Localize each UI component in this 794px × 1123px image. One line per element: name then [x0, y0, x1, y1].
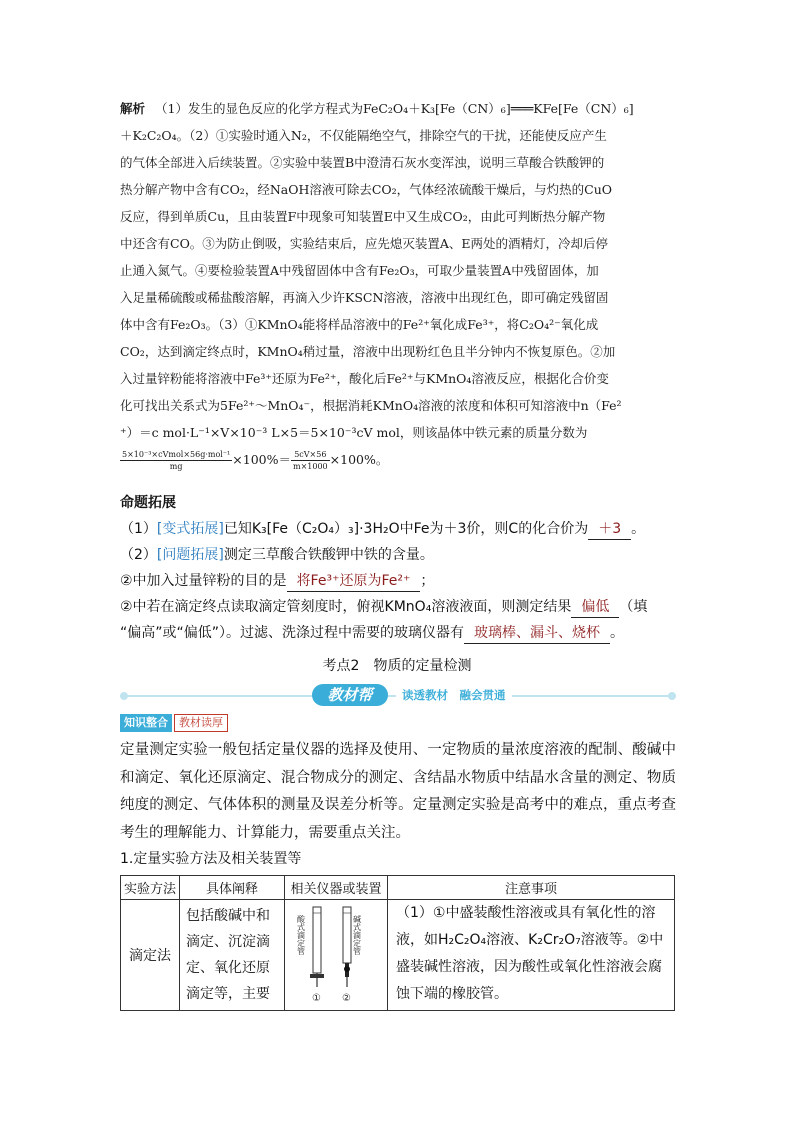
table-header-row [121, 876, 675, 900]
extension-q2: （2）[问题拓展]测定三草酸合铁酸钾中铁的含量。 [120, 547, 434, 563]
extension-q4: ②中若在滴定终点读取滴定管刻度时，俯视KMnO₄溶液液面，则测定结果 偏低 （填 [120, 594, 680, 620]
analysis-block [120, 95, 680, 473]
intro-paragraph: 定量测定实验一般包括定量仪器的选择及使用、一定物质的量浓度溶液的配制、酸碱中和滴定、氧化还原滴定、混合物成分的测定、含结晶水物质中结晶水含量的测定、物质纯度的测定、气体体积的测量及误差分析等。定量测定实验是高考中的难点，重点考查考生的理解能力、计算能力，需要重点关注。 [120, 742, 676, 841]
analysis-line-3: 的气体全部进入后续装置。②实验中装置B中澄清石灰水变浑浊，说明三草酸合铁酸钾的 [120, 155, 605, 170]
burette-diagram-icon [291, 901, 381, 1005]
device-number-1: ① [312, 993, 321, 1004]
tag-textbook: 教材读厚 [174, 714, 228, 732]
method-cell: 滴定法 [121, 900, 180, 1011]
analysis-line-8: 入足量稀硫酸或稀盐酸溶解，再滴入少许KSCN溶液，溶液中出现红色，即可确定残留固 [120, 290, 609, 305]
analysis-line-13: ⁺）＝c mol·L⁻¹×V×10⁻³ L×5＝5×10⁻³cV mol，则该晶体中铁元素的质量分数为 [120, 425, 588, 440]
extension-q1: （1）[变式拓展]已知K₃[Fe（C₂O₄）₃]·3H₂O中Fe为＋3价，则C的化合价为 ＋3 。 [120, 516, 680, 542]
textbook-banner [120, 684, 676, 708]
table-header: 相关仪器或装置 [285, 876, 388, 900]
analysis-line-1: 解析 （1）发生的显色反应的化学方程式为FeC₂O₄＋K₃[Fe（CN）₆]═══KFe[Fe（CN）₆] [120, 101, 634, 116]
answer-blank: 将Fe³⁺还原为Fe²⁺ [287, 571, 421, 592]
acid-burette-label: 酸式滴定管 [296, 915, 306, 955]
analysis-line-11: 入过量锌粉能将溶液中Fe³⁺还原为Fe²⁺，酸化后Fe²⁺与KMnO₄溶液反应，根据化合价变 [120, 371, 609, 386]
answer-blank: 偏低 [571, 597, 619, 618]
extension-heading: 命题拓展 [120, 495, 176, 511]
table-header: 具体阐释 [180, 876, 285, 900]
analysis-line-12: 化可找出关系式为5Fe²⁺～MnO₄⁻，根据消耗KMnO₄溶液的浓度和体积可知溶液中n（Fe² [120, 398, 622, 413]
knowledge-tags [120, 714, 228, 732]
banner-slogan: 读透教材 融会贯通 [396, 686, 512, 704]
banner-dot [120, 692, 128, 700]
methods-table [120, 875, 675, 1011]
analysis-line-7: 止通入氮气。④要检验装置A中残留固体中含有Fe₂O₃，可取少量装置A中残留固体，加 [120, 263, 599, 278]
analysis-line-9: 体中含有Fe₂O₃。（3）①KMnO₄能将样品溶液中的Fe²⁺氧化成Fe³⁺，将C₂O₄²⁻氧化成 [120, 317, 599, 332]
answer-blank: 玻璃棒、漏斗、烧杯 [464, 623, 610, 644]
device-number-2: ② [342, 993, 351, 1004]
table-header: 注意事项 [388, 876, 675, 900]
analysis-line-4: 热分解产物中含有CO₂，经NaOH溶液可除去CO₂，气体经浓硫酸干燥后，与灼热的CuO [120, 182, 613, 197]
analysis-line-6: 中还含有CO。③为防止倒吸，实验结束后，应先熄灭装置A、E两处的酒精灯，冷却后停 [120, 236, 608, 251]
section-title: 考点2 物质的定量检测 [322, 658, 472, 674]
extension-q3: ②中加入过量锌粉的目的是 将Fe³⁺还原为Fe²⁺ ； [120, 568, 680, 594]
answer-blank: ＋3 [588, 519, 631, 540]
tag-knowledge: 知识整合 [120, 714, 172, 732]
mass-fraction-fraction-1: $\frac{\text{5×10⁻³×cVmol×56g·mol⁻¹}}{mg}$ [122, 450, 231, 471]
analysis-line-5: 反应，得到单质Cu，且由装置F中现象可知装置E中又生成CO₂，由此可判断热分解产物 [120, 209, 606, 224]
device-cell [285, 900, 388, 1011]
extension-block [120, 490, 680, 646]
base-burette-label: 碱式滴定管 [352, 915, 362, 955]
banner-dot [668, 692, 676, 700]
banner-badge: 教材帮 [312, 684, 388, 706]
notes-cell: （1）①中盛装酸性溶液或具有氧化性的溶液，如H₂C₂O₄溶液、K₂Cr₂O₇溶液等。②中盛装碱性溶液，因为酸性或氧化性溶液会腐蚀下端的橡胶管。 [388, 900, 675, 1011]
analysis-line-10: CO₂，达到滴定终点时，KMnO₄稍过量，溶液中出现粉红色且半分钟内不恢复原色。②加 [120, 344, 616, 359]
analysis-line-2: ＋K₂C₂O₄。（2）①实验时通入N₂，不仅能隔绝空气，排除空气的干扰，还能使反应产生 [120, 128, 607, 143]
mass-fraction-fraction-2: $\frac{5cV\times 56}{m\times 1000}$ [292, 450, 328, 471]
extension-q4-cont: “偏高”或“偏低”）。过滤、洗涤过程中需要的玻璃仪器有 玻璃棒、漏斗、烧杯 。 [120, 620, 680, 646]
table-row [121, 900, 675, 1011]
detail-cell: 包括酸碱中和滴定、沉淀滴定、氧化还原滴定等，主要 [180, 900, 285, 1011]
table-subheading: 1.定量实验方法及相关装置等 [120, 851, 302, 867]
analysis-formula-line: $\frac{\text{5×10⁻³×cVmol×56g·mol⁻¹}}{mg}$ ×100%＝ $\frac{5cV\times 56}{m\times 1000}$ ×100%。 [122, 450, 389, 471]
analysis-label: 解析 [120, 101, 146, 116]
table-header: 实验方法 [121, 876, 180, 900]
